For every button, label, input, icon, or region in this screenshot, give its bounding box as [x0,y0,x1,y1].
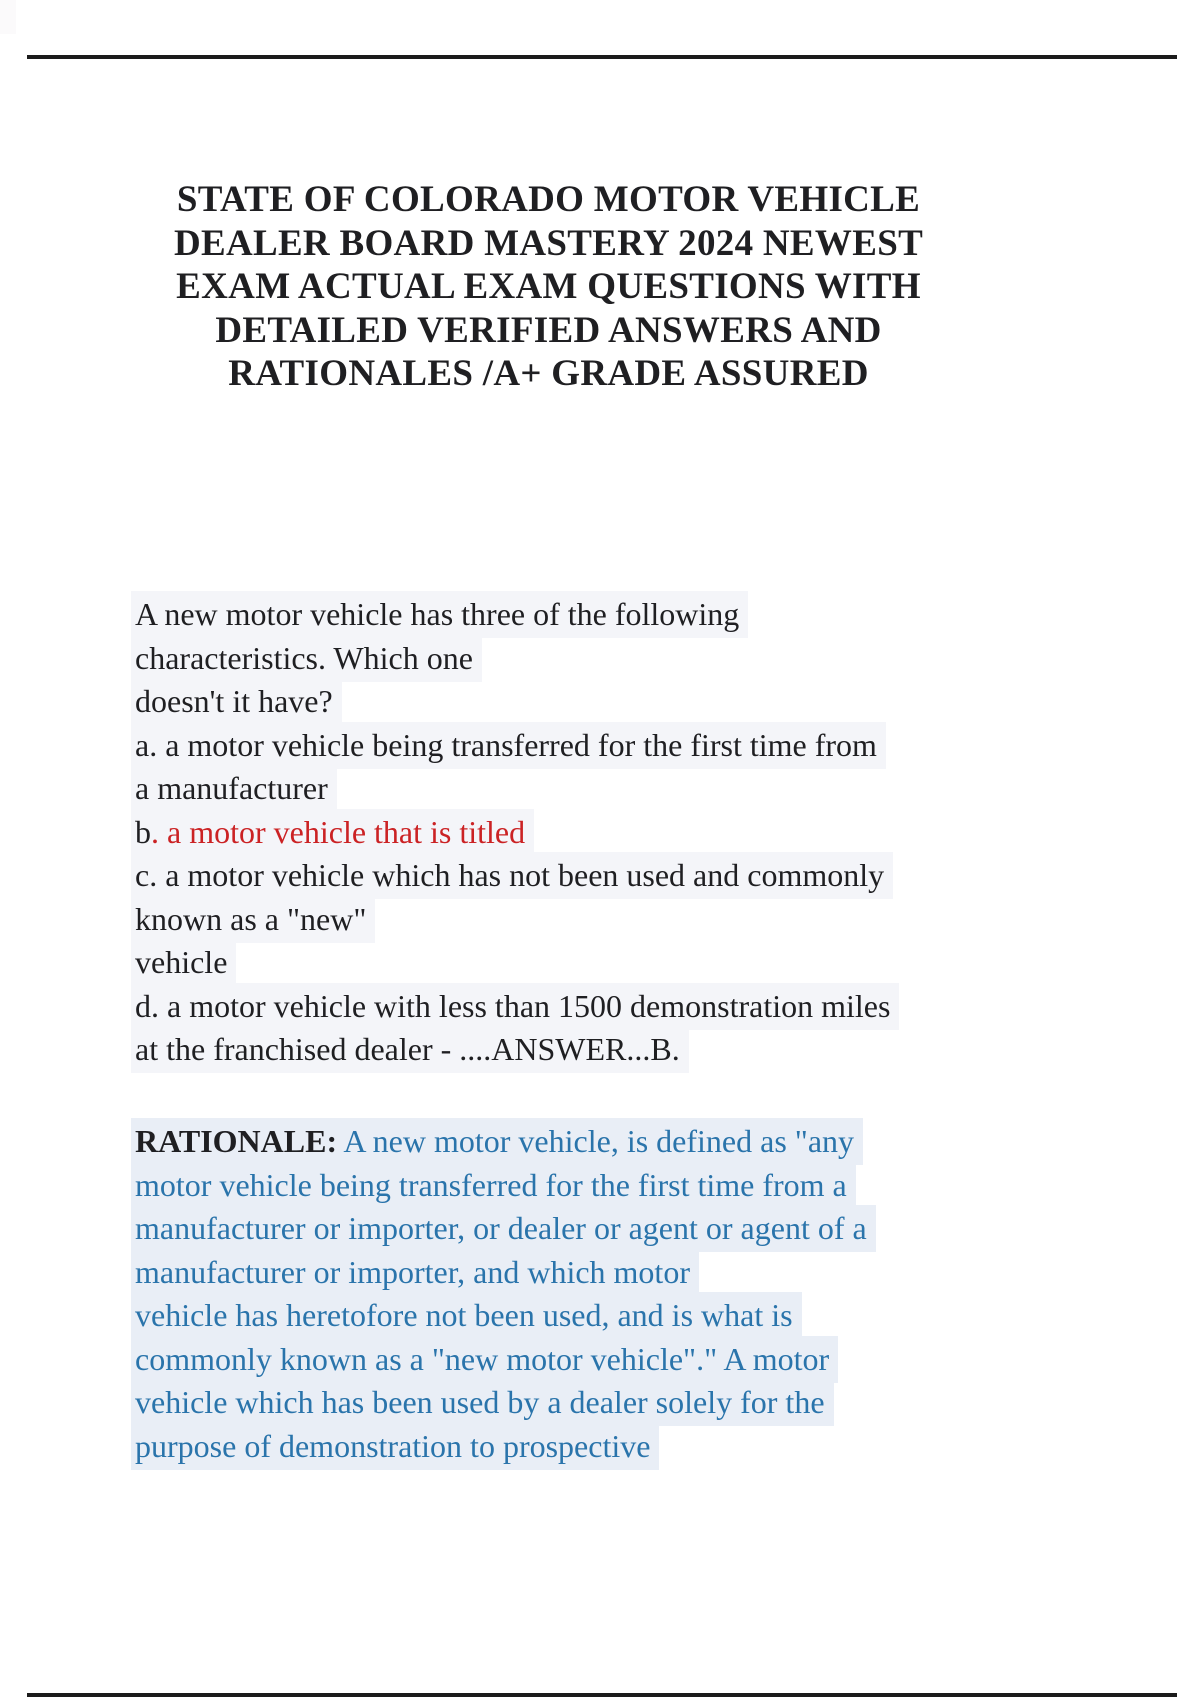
text-segment: c. a motor vehicle which has not been used and commonly [135,857,885,893]
text-highlight [131,1423,659,1470]
text-highlight [131,809,534,856]
text-line [131,985,1031,1029]
text-line [131,724,1031,768]
text-highlight [131,1118,863,1165]
text-line [131,898,1031,942]
text-line [131,1425,1031,1469]
text-line [131,1028,1031,1072]
text-highlight [224,348,877,400]
top-rule [27,55,1177,59]
text-line [135,309,967,353]
text-highlight [131,722,886,769]
document-title [135,178,967,396]
text-highlight [131,678,342,725]
text-segment: manufacturer or importer, or dealer or agent or agent of a [135,1210,867,1246]
text-highlight [131,1026,689,1073]
text-segment: vehicle has heretofore not been used, and is what is [135,1297,793,1333]
text-segment: a motor vehicle that is titled [167,813,526,850]
text-line [131,593,1031,637]
text-segment: b [135,813,151,850]
text-line [131,680,1031,724]
text-segment: vehicle [135,944,228,980]
text-segment: RATIONALES /A+ GRADE ASSURED [228,353,869,394]
text-segment: EXAM ACTUAL EXAM QUESTIONS WITH [176,266,921,307]
text-highlight [131,896,375,943]
text-line [131,941,1031,985]
text-segment: vehicle which has been used by a dealer solely for the [135,1384,825,1420]
text-segment: at the franchised dealer - ....ANSWER...B. [135,1031,680,1067]
text-segment: characteristics. Which one [135,639,473,676]
text-segment: manufacturer or importer, and which motor [135,1253,690,1290]
text-segment: a. a motor vehicle being transferred for the first time from [135,726,877,763]
text-highlight [131,1292,802,1339]
text-highlight [131,1249,699,1296]
text-segment: d. a motor vehicle with less than 1500 demonstration miles [135,987,891,1024]
text-segment: RATIONALE: [135,1123,338,1159]
text-line [131,854,1031,898]
rationale-block [131,1120,1031,1468]
text-line [131,1381,1031,1425]
text-highlight [131,983,899,1030]
text-segment: . [151,813,167,850]
corner-artifact [0,0,16,34]
text-segment: DETAILED VERIFIED ANSWERS AND [215,309,882,351]
text-segment: STATE OF COLORADO MOTOR VEHICLE [176,179,921,220]
text-highlight [131,591,748,638]
question-block [131,593,1031,1072]
text-highlight [131,635,482,682]
text-line [131,1338,1031,1382]
text-highlight [131,1336,838,1383]
text-segment: motor vehicle being transferred for the first time from a [135,1166,847,1203]
text-segment: A new motor vehicle has three of the following [135,596,740,632]
text-line [135,222,967,266]
text-highlight [131,852,893,899]
text-line [131,1294,1031,1338]
text-segment: a manufacturer [135,770,328,806]
text-line [131,1164,1031,1208]
bottom-rule [27,1693,1177,1697]
text-line [135,178,967,222]
text-segment: A new motor vehicle, is defined as "any [337,1123,855,1159]
text-segment: purpose of demonstration to prospective [135,1427,651,1464]
text-highlight [131,765,337,812]
text-line [135,352,967,396]
text-line [131,1251,1031,1295]
text-segment: DEALER BOARD MASTERY 2024 NEWEST [173,222,924,264]
text-highlight [131,1162,856,1209]
text-segment: known as a "new" [135,900,367,937]
text-line [131,811,1031,855]
text-segment: commonly known as a "new motor vehicle"." A motor [135,1340,830,1377]
text-line [131,637,1031,681]
text-segment: doesn't it have? [135,683,333,719]
text-line [135,265,967,309]
text-line [131,1120,1031,1164]
text-line [131,767,1031,811]
text-highlight [131,939,236,986]
text-highlight [131,1379,834,1426]
text-line [131,1207,1031,1251]
text-highlight [131,1205,876,1252]
